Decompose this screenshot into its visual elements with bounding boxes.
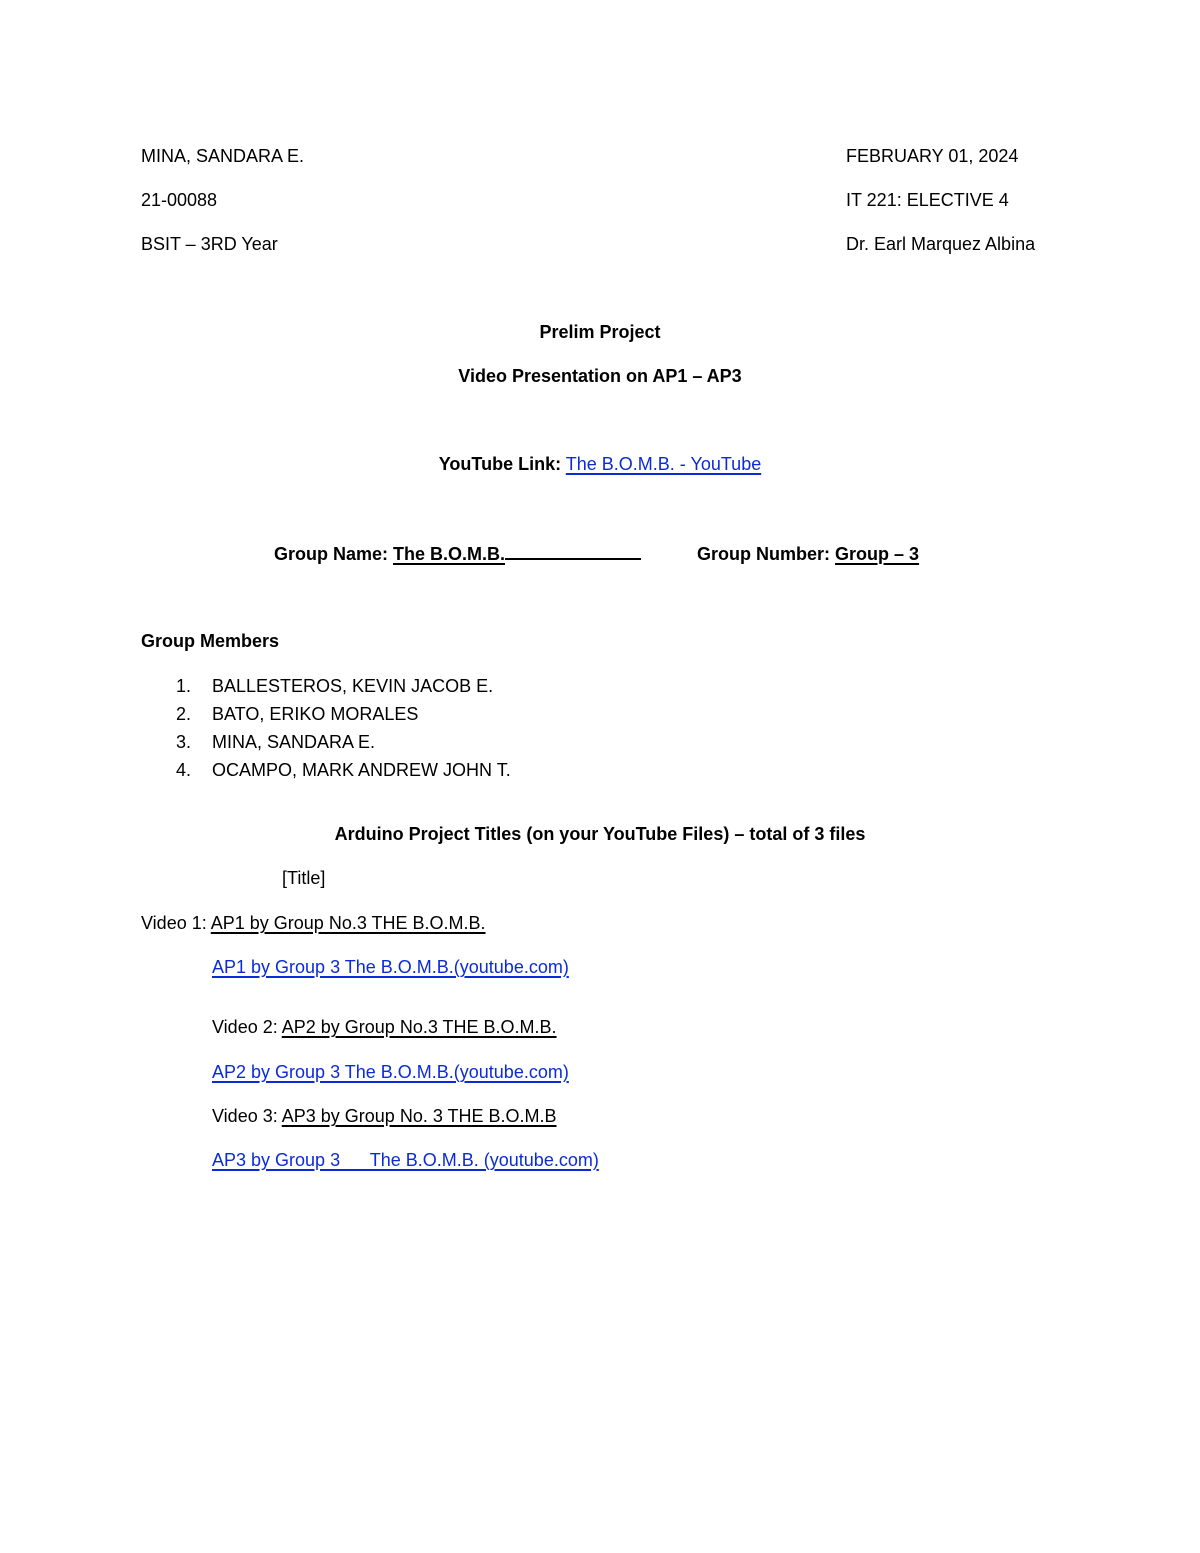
video-3-line: [212, 1105, 557, 1127]
youtube-channel-link[interactable]: The B.O.M.B. - YouTube: [565, 454, 762, 474]
submission-date: FEBRUARY 01, 2024: [846, 146, 1019, 166]
list-item-name: BALLESTEROS, KEVIN JACOB E.: [212, 676, 494, 696]
group-name-line: [274, 543, 641, 565]
list-item: [176, 703, 418, 725]
list-item-name: OCAMPO, MARK ANDREW JOHN T.: [212, 760, 511, 780]
list-item-name: BATO, ERIKO MORALES: [212, 704, 419, 724]
document-subtitle: Video Presentation on AP1 – AP3: [458, 366, 742, 386]
list-item-name: MINA, SANDARA E.: [212, 732, 376, 752]
student-id: 21-00088: [141, 190, 218, 210]
student-name: MINA, SANDARA E.: [141, 146, 305, 166]
video-3-label: Video 3:: [212, 1106, 278, 1126]
list-item-number: 1.: [176, 676, 192, 696]
video-2-link[interactable]: AP2 by Group 3 The B.O.M.B.(youtube.com): [212, 1062, 569, 1082]
group-number-label: Group Number:: [697, 544, 830, 564]
video-3-title: AP3 by Group No. 3 THE B.O.M.B: [281, 1106, 557, 1126]
video-1-label: Video 1:: [141, 913, 207, 933]
group-number-line: [697, 543, 919, 565]
group-name-value: The B.O.M.B.: [393, 544, 506, 564]
title-placeholder: [Title]: [282, 868, 326, 888]
video-2-line: [212, 1016, 557, 1038]
student-program: BSIT – 3RD Year: [141, 234, 278, 254]
video-3-link-line: [212, 1149, 599, 1171]
list-item-number: 3.: [176, 732, 192, 752]
group-members-heading: Group Members: [141, 631, 280, 651]
video-2-label: Video 2:: [212, 1017, 278, 1037]
group-name-label: Group Name:: [274, 544, 389, 564]
list-item-number: 4.: [176, 760, 192, 780]
video-1-link-line: [212, 956, 569, 978]
group-number-value: Group – 3: [835, 544, 920, 564]
video-1-link[interactable]: AP1 by Group 3 The B.O.M.B.(youtube.com): [212, 957, 569, 977]
video-1-line: [141, 912, 486, 934]
video-2-link-line: [212, 1061, 569, 1083]
course-code: IT 221: ELECTIVE 4: [846, 190, 1009, 210]
list-item-number: 2.: [176, 704, 192, 724]
video-1-title: AP1 by Group No.3 THE B.O.M.B.: [210, 913, 486, 933]
video-2-title: AP2 by Group No.3 THE B.O.M.B.: [281, 1017, 557, 1037]
projects-heading: Arduino Project Titles (on your YouTube Files) – total of 3 files: [334, 824, 866, 844]
document-title: Prelim Project: [539, 322, 661, 342]
youtube-link-line: [0, 453, 1200, 475]
list-item: [176, 675, 493, 697]
instructor-name: Dr. Earl Marquez Albina: [846, 234, 1036, 254]
list-item: [176, 731, 375, 753]
youtube-link-label: YouTube Link:: [438, 454, 562, 474]
group-name-underline: [505, 557, 641, 560]
video-3-link[interactable]: AP3 by Group 3 The B.O.M.B. (youtube.com): [212, 1150, 599, 1170]
list-item: [176, 759, 511, 781]
